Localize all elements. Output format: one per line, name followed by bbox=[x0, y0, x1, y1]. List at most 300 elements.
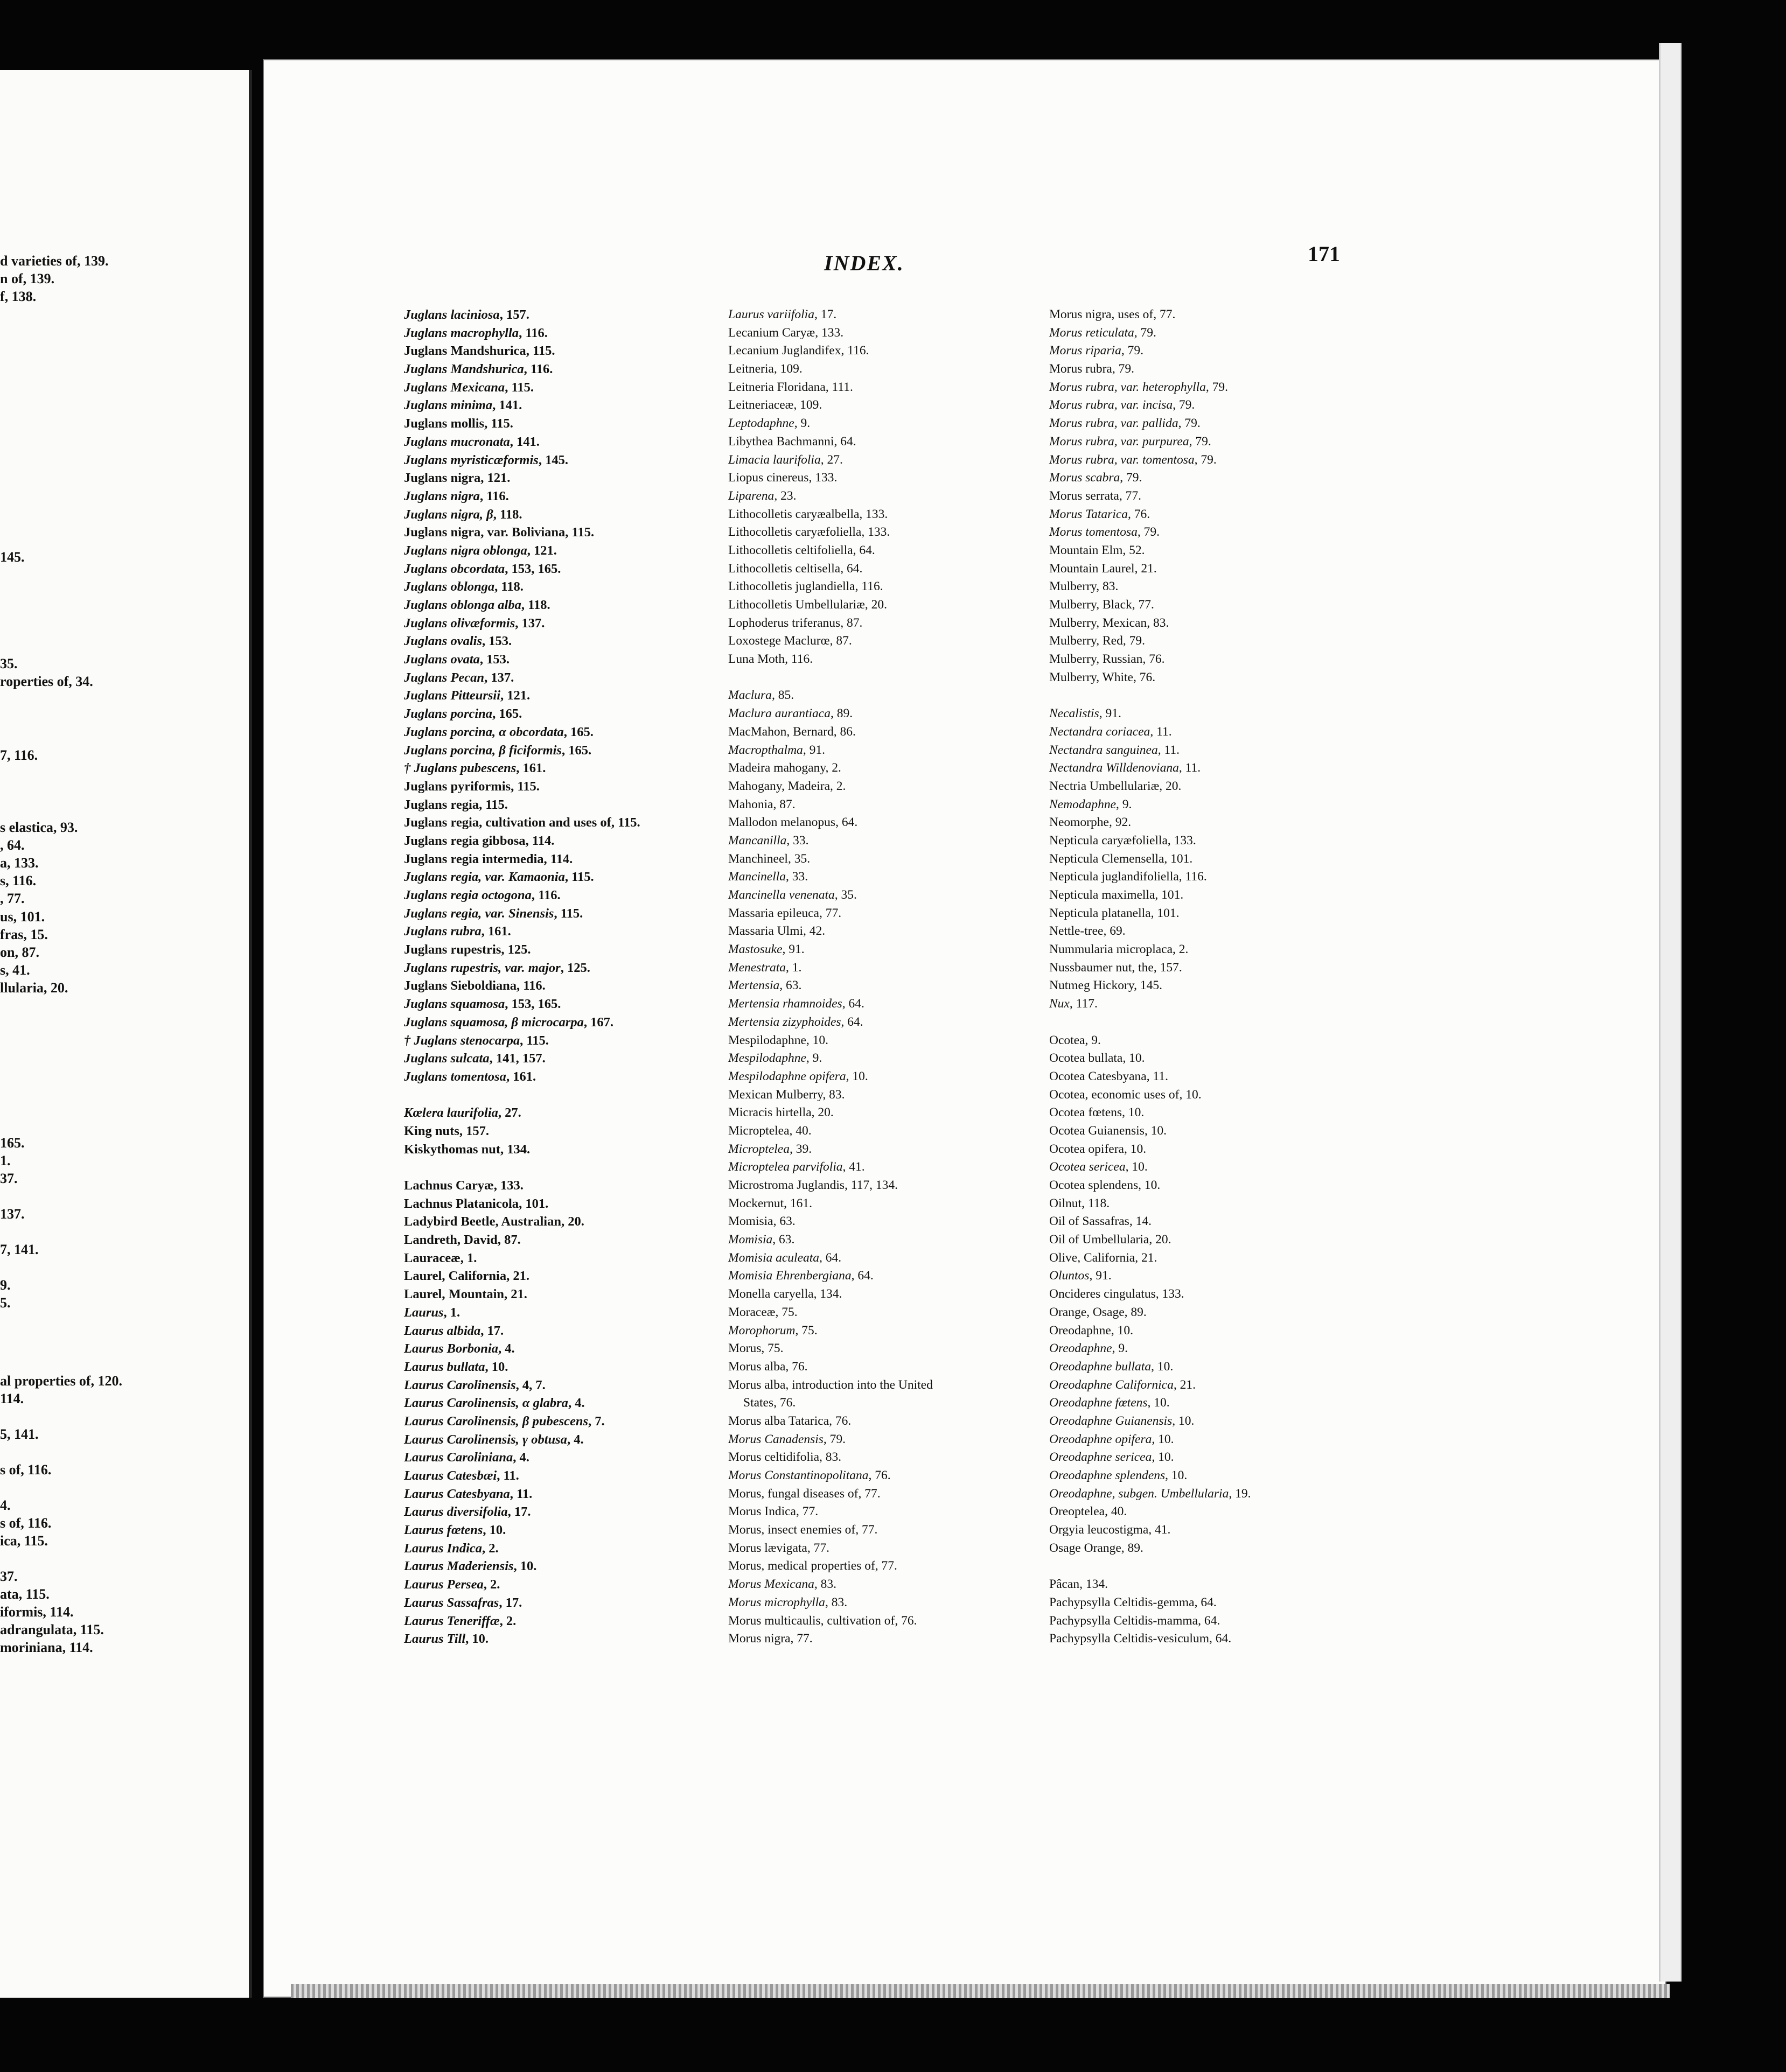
index-entry-name: Lithocolletis juglandiella bbox=[728, 579, 855, 594]
index-entry-pages: , 75. bbox=[761, 1341, 784, 1356]
left-page-text-fragment: d varieties of, 139. bbox=[0, 253, 109, 269]
index-entry-name: Menestrata bbox=[728, 960, 786, 975]
index-entry-name: Ladybird Beetle, Australian bbox=[404, 1214, 561, 1229]
left-page-text-fragment: moriniana, 114. bbox=[0, 1640, 93, 1655]
index-entry bbox=[728, 1158, 933, 1177]
index-entry-name: Oncideres cingulatus bbox=[1049, 1287, 1156, 1301]
index-entry-name: Ocotea opifera bbox=[1049, 1142, 1124, 1156]
index-entry-pages: , 134. bbox=[500, 1142, 531, 1157]
index-entry-name: Oreodaphne splendens bbox=[1049, 1468, 1166, 1482]
index-entry-pages: , 115. bbox=[564, 870, 594, 885]
index-entry-pages: , 83. bbox=[819, 1450, 842, 1465]
index-entry-pages: , 77. bbox=[855, 1523, 878, 1537]
page-number: 171 bbox=[1308, 242, 1340, 266]
index-entry bbox=[728, 1086, 933, 1104]
index-entry-pages: , 10. bbox=[1144, 1123, 1167, 1138]
index-entry-pages: , 101. bbox=[1155, 888, 1184, 902]
index-entry bbox=[404, 886, 640, 905]
index-entry-pages: , 77. bbox=[875, 1559, 897, 1573]
index-entry-pages: , 27. bbox=[820, 452, 843, 467]
index-entry-name: Oreodaphne Guianensis bbox=[1049, 1413, 1173, 1428]
index-entry bbox=[728, 941, 933, 959]
letter-section-gap bbox=[1049, 1013, 1251, 1032]
index-entry bbox=[728, 1630, 933, 1648]
left-page-text-fragment: ata, 115. bbox=[0, 1586, 50, 1602]
index-entry-pages: , 145. bbox=[1134, 978, 1162, 993]
index-entry-name: Lecanium Caryæ bbox=[728, 325, 815, 340]
index-entry bbox=[1049, 1213, 1251, 1231]
index-entry-name: Morus rubra, var. tomentosa bbox=[1049, 452, 1195, 467]
index-entry-name: Juglans nigra bbox=[404, 471, 481, 486]
index-entry-name: Lachnus Caryæ bbox=[404, 1178, 494, 1193]
index-entry-name: Mancinella venenata bbox=[728, 888, 835, 902]
page-title: INDEX. bbox=[824, 251, 904, 275]
index-entry bbox=[404, 487, 640, 506]
index-entry-pages: , 121. bbox=[527, 543, 557, 558]
index-entry-name: Juglans nigra, var. Boliviana bbox=[404, 525, 566, 540]
index-entry-pages: , 64. bbox=[1198, 1613, 1220, 1628]
index-entry-pages: , 11. bbox=[1178, 761, 1201, 775]
index-entry-name: Morus, insect enemies of bbox=[728, 1523, 856, 1537]
index-entry bbox=[1049, 1177, 1251, 1195]
index-entry bbox=[404, 977, 640, 995]
index-entry-name: Manchineel bbox=[728, 851, 788, 866]
index-entry-pages: , 75. bbox=[775, 1305, 798, 1319]
index-entry-pages: , 133. bbox=[861, 525, 890, 540]
index-entry-pages: , 83. bbox=[1096, 579, 1119, 594]
index-entry-name: Leptodaphne bbox=[728, 416, 794, 431]
index-entry-name: Mahonia bbox=[728, 797, 773, 811]
index-entry-pages: , 9. bbox=[1085, 1033, 1101, 1047]
index-entry-name: Neomorphe bbox=[1049, 815, 1109, 830]
index-entry-pages: , 115. bbox=[526, 344, 555, 359]
index-entry-name: Oluntos bbox=[1049, 1269, 1090, 1283]
index-entry bbox=[1049, 977, 1251, 995]
index-entry-pages: , 118. bbox=[1082, 1196, 1110, 1210]
index-entry-name: Morus nigra bbox=[728, 1632, 791, 1646]
index-entry-pages: , 79. bbox=[1112, 362, 1134, 376]
left-page-text-fragment: 37. bbox=[0, 1569, 18, 1584]
index-entry-pages: , 153. bbox=[482, 634, 512, 649]
index-entry bbox=[1049, 922, 1251, 941]
index-entry-pages: , 79. bbox=[1137, 525, 1160, 540]
index-entry-pages: , 91. bbox=[782, 942, 805, 957]
index-entry bbox=[728, 650, 933, 669]
index-entry bbox=[404, 959, 640, 977]
index-entry bbox=[728, 1013, 933, 1032]
index-entry bbox=[404, 506, 640, 524]
index-entry-pages: , 125. bbox=[560, 960, 590, 975]
index-entry-pages: , 117, 134. bbox=[845, 1178, 898, 1192]
index-entry-pages: , 79. bbox=[1189, 434, 1211, 449]
index-entry bbox=[404, 578, 640, 596]
index-entry-name: Ocotea bullata bbox=[1049, 1051, 1123, 1066]
index-entry bbox=[728, 360, 933, 379]
index-entry-name: King nuts bbox=[404, 1123, 459, 1138]
left-page-text-fragment: roperties of, 34. bbox=[0, 674, 93, 689]
index-entry bbox=[728, 1340, 933, 1358]
index-entry bbox=[728, 578, 933, 596]
index-entry-name: Laurus fœtens bbox=[404, 1523, 483, 1538]
left-page-text-fragment: 165. bbox=[0, 1135, 25, 1151]
index-entry-pages: , 115. bbox=[511, 779, 540, 794]
index-entry bbox=[728, 977, 933, 995]
index-entry-name: Juglans Mandshurica bbox=[404, 362, 524, 377]
index-entry-pages: , 64. bbox=[835, 815, 858, 830]
index-entry-pages: , 77. bbox=[790, 1632, 813, 1646]
index-entry-name: Morus nigra, uses of bbox=[1049, 307, 1154, 321]
index-entry-name: Juglans regia bbox=[404, 797, 479, 812]
index-entry-pages: , 153. bbox=[479, 652, 510, 667]
index-entry bbox=[404, 360, 640, 379]
index-entry-pages: , 21. bbox=[1134, 561, 1157, 576]
index-entry bbox=[404, 632, 640, 650]
index-entry bbox=[1049, 1122, 1251, 1140]
index-entry-pages: , 10. bbox=[513, 1559, 537, 1574]
index-entry bbox=[404, 759, 640, 778]
index-entry-pages: , 39. bbox=[789, 1142, 812, 1156]
index-entry-name: Juglans regia, var. Sinensis bbox=[404, 906, 554, 921]
index-entry-name: Laurus Sassafras bbox=[404, 1595, 499, 1610]
index-entry-pages: , 83. bbox=[1147, 615, 1169, 630]
index-entry-pages: , 116. bbox=[519, 325, 548, 340]
index-entry bbox=[1049, 1594, 1251, 1612]
index-entry-name: Mespilodaphne bbox=[728, 1033, 806, 1047]
index-entry-name: Nectria Umbellulariæ bbox=[1049, 779, 1160, 793]
index-entry bbox=[728, 687, 933, 705]
index-entry-name: Juglans mucronata bbox=[404, 434, 510, 449]
index-entry bbox=[728, 832, 933, 850]
index-entry-name: Libythea Bachmanni bbox=[728, 434, 834, 449]
index-entry-name: Ocotea fœtens bbox=[1049, 1105, 1122, 1120]
index-entry-pages: , 20. bbox=[864, 598, 888, 612]
index-entry-name: Laurus Indica bbox=[404, 1541, 483, 1556]
index-entry bbox=[728, 1467, 933, 1485]
index-entry-pages: , 10. bbox=[465, 1632, 489, 1647]
index-entry-pages: , 10. bbox=[485, 1359, 508, 1374]
index-entry bbox=[1049, 1304, 1251, 1322]
index-entry-pages: , 42. bbox=[803, 924, 826, 939]
index-entry-pages: , 35. bbox=[834, 888, 857, 902]
index-entry-pages: , 101. bbox=[519, 1196, 549, 1211]
index-entry-pages: , 91. bbox=[1089, 1269, 1112, 1283]
index-entry bbox=[1049, 1032, 1251, 1050]
index-entry-pages: , 11. bbox=[510, 1486, 533, 1501]
left-page-fragment bbox=[0, 70, 252, 1998]
index-entry-pages: , 116. bbox=[524, 362, 553, 377]
index-entry bbox=[728, 1539, 933, 1558]
index-entry bbox=[728, 542, 933, 560]
index-entry-pages: , 20. bbox=[1149, 1233, 1171, 1247]
index-entry-pages: , 41. bbox=[1148, 1523, 1171, 1537]
index-entry-name: Oreoptelea bbox=[1049, 1504, 1105, 1519]
index-entry bbox=[404, 922, 640, 941]
index-entry bbox=[728, 741, 933, 760]
index-entry-pages: , 64. bbox=[840, 561, 863, 576]
index-entry-pages: , 10. bbox=[1111, 1323, 1133, 1338]
index-entry bbox=[1049, 995, 1251, 1013]
index-entry-pages: , 1. bbox=[443, 1305, 461, 1320]
index-entry-name: Laurus Carolinensis bbox=[404, 1377, 516, 1392]
index-entry-name: Landreth, David bbox=[404, 1233, 498, 1248]
index-entry-name: Juglans oblonga bbox=[404, 579, 495, 594]
left-page-text-fragment: 1. bbox=[0, 1153, 11, 1168]
index-entry-name: Morus tomentosa bbox=[1049, 525, 1138, 540]
index-entry-name: Juglans squamosa, β microcarpa bbox=[404, 1014, 584, 1030]
left-page-text-fragment: , 64. bbox=[0, 837, 25, 853]
index-entry bbox=[1049, 1285, 1251, 1304]
left-page-text-fragment: ica, 115. bbox=[0, 1533, 48, 1549]
index-entry bbox=[404, 379, 640, 397]
index-entry bbox=[728, 487, 933, 506]
left-page-text-fragment: a, 133. bbox=[0, 855, 39, 871]
index-entry-pages: , 77. bbox=[858, 1486, 881, 1501]
index-entry-pages: , 77. bbox=[796, 1504, 819, 1519]
index-entry-pages: , 76. bbox=[785, 1359, 808, 1374]
index-entry-name: Laurus Carolinensis, γ obtusa bbox=[404, 1432, 567, 1447]
index-entry bbox=[404, 1104, 640, 1122]
index-entry-pages: , 137. bbox=[484, 670, 514, 685]
index-entry-name: Morus alba Tatarica bbox=[728, 1413, 829, 1428]
index-entry-pages: , 10. bbox=[1122, 1105, 1145, 1120]
index-entry-name: Momisia bbox=[728, 1214, 773, 1229]
index-entry bbox=[1049, 850, 1251, 869]
index-entry-pages: , 17. bbox=[814, 307, 837, 321]
index-entry-pages: , 10. bbox=[1165, 1468, 1188, 1482]
index-entry bbox=[1049, 723, 1251, 741]
index-entry bbox=[1049, 506, 1251, 524]
index-entry-pages: , 7. bbox=[588, 1413, 605, 1429]
index-entry-name: Juglans regia, var. Kamaonia bbox=[404, 870, 565, 885]
index-entry-pages: , 63. bbox=[772, 1233, 795, 1247]
index-entry-name: Kœlera laurifolia bbox=[404, 1105, 498, 1121]
index-entry-name: Nepticula maximella bbox=[1049, 888, 1155, 902]
index-entry-name: Juglans Pecan bbox=[404, 670, 485, 685]
index-entry-name: Madeira mahogany bbox=[728, 761, 826, 775]
index-entry bbox=[728, 1285, 933, 1304]
index-entry bbox=[1049, 1086, 1251, 1104]
index-entry-name: Laurus diversifolia bbox=[404, 1504, 508, 1520]
index-entry-pages: , 167. bbox=[583, 1014, 613, 1030]
index-entry-pages: , 10. bbox=[1179, 1087, 1202, 1102]
index-entry bbox=[404, 1630, 640, 1648]
index-entry-name: Orgyia leucostigma bbox=[1049, 1523, 1149, 1537]
index-entry bbox=[1049, 1231, 1251, 1249]
index-entry bbox=[1049, 469, 1251, 487]
index-entry-name: Liparena bbox=[728, 488, 775, 503]
index-entry bbox=[728, 922, 933, 941]
index-entry-pages: , 10. bbox=[1172, 1413, 1195, 1428]
index-entry bbox=[404, 1594, 640, 1612]
index-entry-name: Juglans porcina bbox=[404, 706, 493, 722]
index-entry-pages: , 40. bbox=[1105, 1504, 1127, 1519]
index-entry bbox=[404, 1249, 640, 1268]
index-entry-name: States, 76. bbox=[743, 1396, 796, 1410]
index-entry-pages: , 52. bbox=[1122, 543, 1145, 557]
index-entry-pages: , 64. bbox=[819, 1250, 842, 1265]
index-entry-name: Ocotea, economic uses of bbox=[1049, 1087, 1180, 1102]
index-entry bbox=[404, 796, 640, 814]
index-entry-name: Morus rubra bbox=[1049, 362, 1112, 376]
index-entry bbox=[1049, 523, 1251, 542]
index-entry-name: Maclura aurantiaca bbox=[728, 706, 831, 721]
index-entry-name: Morus serrata bbox=[1049, 488, 1119, 503]
index-entry-pages: , 17. bbox=[499, 1595, 522, 1610]
index-entry bbox=[728, 868, 933, 886]
index-entry-name: Juglans porcina, β ficiformis bbox=[404, 743, 562, 758]
index-entry-pages: , 83. bbox=[825, 1595, 848, 1609]
index-entry bbox=[728, 814, 933, 832]
index-entry-name: Laurus Catesbyana bbox=[404, 1486, 510, 1501]
index-entry-name: Osage Orange bbox=[1049, 1541, 1121, 1555]
index-entry bbox=[1049, 905, 1251, 923]
index-entry-name: Juglans nigra oblonga bbox=[404, 543, 527, 558]
index-entry-pages: , 87. bbox=[497, 1233, 521, 1248]
index-entry-name: Mulberry, Red bbox=[1049, 634, 1123, 648]
left-page-text-fragment: al properties of, 120. bbox=[0, 1373, 122, 1389]
index-entry-pages: , 141. bbox=[510, 434, 540, 449]
index-entry-pages: , 118. bbox=[493, 507, 522, 522]
index-entry-name: Oreodaphne sericea bbox=[1049, 1450, 1152, 1465]
index-entry-pages: , 153, 165. bbox=[505, 561, 561, 576]
index-entry-name: Oreodaphne, subgen. Umbellularia bbox=[1049, 1486, 1229, 1501]
index-entry-pages: , 161. bbox=[481, 924, 511, 939]
index-entry-name: Morus, medical properties of bbox=[728, 1559, 875, 1573]
left-page-text-fragment: s, 116. bbox=[0, 873, 37, 888]
index-entry-pages: , 115. bbox=[505, 380, 534, 395]
index-entry bbox=[404, 1049, 640, 1068]
index-entry-pages: , 9. bbox=[1116, 797, 1132, 811]
index-entry-name: Lachnus Platanicola bbox=[404, 1196, 519, 1211]
index-entry-name: Morus riparia bbox=[1049, 344, 1121, 358]
index-entry-name: Laurus Maderiensis bbox=[404, 1559, 514, 1574]
index-entry-name: Pachypsylla Celtidis-mamma bbox=[1049, 1613, 1198, 1628]
index-entry-name: Microptelea bbox=[728, 1142, 790, 1156]
index-entry-name: Mallodon melanopus bbox=[728, 815, 836, 830]
letter-section-gap bbox=[404, 1158, 640, 1177]
index-entry-name: Nepticula Clemensella bbox=[1049, 851, 1164, 866]
index-entry bbox=[728, 1412, 933, 1431]
index-entry bbox=[728, 759, 933, 778]
index-entry bbox=[404, 1448, 640, 1467]
index-entry-pages: , 83. bbox=[822, 1087, 845, 1102]
index-entry-pages: , 21. bbox=[506, 1269, 529, 1284]
index-entry-name: Nepticula juglandifoliella bbox=[1049, 870, 1179, 884]
index-entry-pages: , 115. bbox=[565, 525, 595, 540]
index-entry-name: Laurus Till bbox=[404, 1632, 466, 1647]
index-entry-pages: , 63. bbox=[773, 1214, 796, 1229]
index-entry bbox=[728, 506, 933, 524]
index-entry-pages: , 11. bbox=[1157, 743, 1180, 757]
index-entry bbox=[728, 1431, 933, 1449]
index-entry-name: Morus microphylla bbox=[728, 1595, 825, 1609]
index-entry-name: Microstroma Juglandis bbox=[728, 1178, 845, 1192]
index-entry-name: Liopus cinereus bbox=[728, 471, 809, 485]
index-entry-pages: , 20. bbox=[561, 1214, 584, 1229]
index-entry-name: Morus reticulata bbox=[1049, 325, 1134, 340]
index-entry-pages: , 111. bbox=[825, 380, 853, 394]
index-entry bbox=[404, 1140, 640, 1159]
index-entry-pages: , 116. bbox=[517, 978, 546, 993]
index-entry-name: Juglans olivæformis bbox=[404, 615, 515, 631]
index-entry-pages: , 1. bbox=[786, 960, 802, 975]
index-entry bbox=[404, 1431, 640, 1449]
index-entry-pages: , 121. bbox=[480, 471, 511, 486]
index-entry-name: Juglans rupestris bbox=[404, 942, 501, 957]
index-entry-name: Oreodaphne Californica bbox=[1049, 1377, 1174, 1392]
index-entry-name: Mertensia zizyphoides bbox=[728, 1014, 841, 1029]
left-page-text-fragment: , 77. bbox=[0, 891, 25, 906]
index-entry-name: Morus Canadensis bbox=[728, 1432, 824, 1446]
index-entry-name: Morus rubra, var. pallida bbox=[1049, 416, 1178, 431]
index-entry-name: Laurus Teneriffæ bbox=[404, 1613, 500, 1628]
index-entry-pages: , 101. bbox=[1164, 851, 1193, 866]
index-entry bbox=[728, 1049, 933, 1068]
index-entry-name: Juglans Mexicana bbox=[404, 380, 505, 395]
index-entry-name: Pachypsylla Celtidis-gemma bbox=[1049, 1595, 1195, 1609]
index-entry bbox=[1049, 886, 1251, 905]
index-entry-name: Laurus Catesbæi bbox=[404, 1468, 497, 1483]
index-entry-name: Lithocolletis celtifoliella bbox=[728, 543, 853, 557]
index-entry-pages: , 157. bbox=[1153, 960, 1182, 975]
index-entry-name: Morus Indica bbox=[728, 1504, 796, 1519]
index-entry-pages: , 21. bbox=[504, 1287, 527, 1302]
index-entry bbox=[1049, 1267, 1251, 1285]
index-entry-name: Mountain Laurel bbox=[1049, 561, 1135, 576]
index-entry bbox=[728, 1322, 933, 1340]
index-entry bbox=[404, 542, 640, 560]
index-entry-name: Nussbaumer nut, the bbox=[1049, 960, 1154, 975]
index-entry-name: Oreodaphne bullata bbox=[1049, 1359, 1152, 1374]
index-entry bbox=[728, 379, 933, 397]
index-entry-pages: , 40. bbox=[789, 1123, 812, 1138]
index-entry-pages: , 79. bbox=[823, 1432, 846, 1446]
index-entry-pages: , 77. bbox=[1119, 488, 1141, 503]
index-entry bbox=[1049, 379, 1251, 397]
index-entry bbox=[728, 796, 933, 814]
index-entry bbox=[1049, 1431, 1251, 1449]
index-entry bbox=[404, 905, 640, 923]
index-entry bbox=[404, 1340, 640, 1358]
index-entry-name: Mertensia rhamnoides bbox=[728, 997, 842, 1011]
index-entry-pages: , 79. bbox=[1173, 398, 1195, 412]
left-page-text-fragment: s of, 116. bbox=[0, 1462, 52, 1478]
index-entry-name: Lecanium Juglandifex bbox=[728, 344, 841, 358]
index-entry-pages: , 10. bbox=[1151, 1359, 1174, 1374]
index-entry bbox=[404, 614, 640, 633]
index-entry-name: Juglans rubra bbox=[404, 924, 482, 939]
index-entry-name: Laurus variifolia bbox=[728, 307, 814, 321]
index-entry bbox=[728, 1503, 933, 1521]
index-entry-pages: , 9. bbox=[794, 416, 811, 431]
index-entry-pages: , 86. bbox=[833, 724, 856, 739]
left-page-text-fragment: 4. bbox=[0, 1497, 11, 1513]
index-entry bbox=[1049, 705, 1251, 723]
index-entry-pages: , 76. bbox=[868, 1468, 891, 1482]
index-entry-name: Laurus albida bbox=[404, 1323, 481, 1338]
index-entry bbox=[404, 1213, 640, 1231]
index-entry bbox=[404, 778, 640, 796]
index-entry-name: Momisia aculeata bbox=[728, 1250, 820, 1265]
index-entry bbox=[728, 778, 933, 796]
index-entry-pages: , 63. bbox=[779, 978, 802, 993]
index-entry-pages: , 4. bbox=[513, 1450, 529, 1465]
index-entry-pages: , 10. bbox=[1125, 1160, 1148, 1174]
index-entry-pages: , 64. bbox=[851, 1269, 874, 1283]
index-entry-name: Nux bbox=[1049, 997, 1070, 1011]
index-entry-pages: , 33. bbox=[786, 833, 809, 848]
index-entry-name: Laurus Persea bbox=[404, 1577, 484, 1592]
